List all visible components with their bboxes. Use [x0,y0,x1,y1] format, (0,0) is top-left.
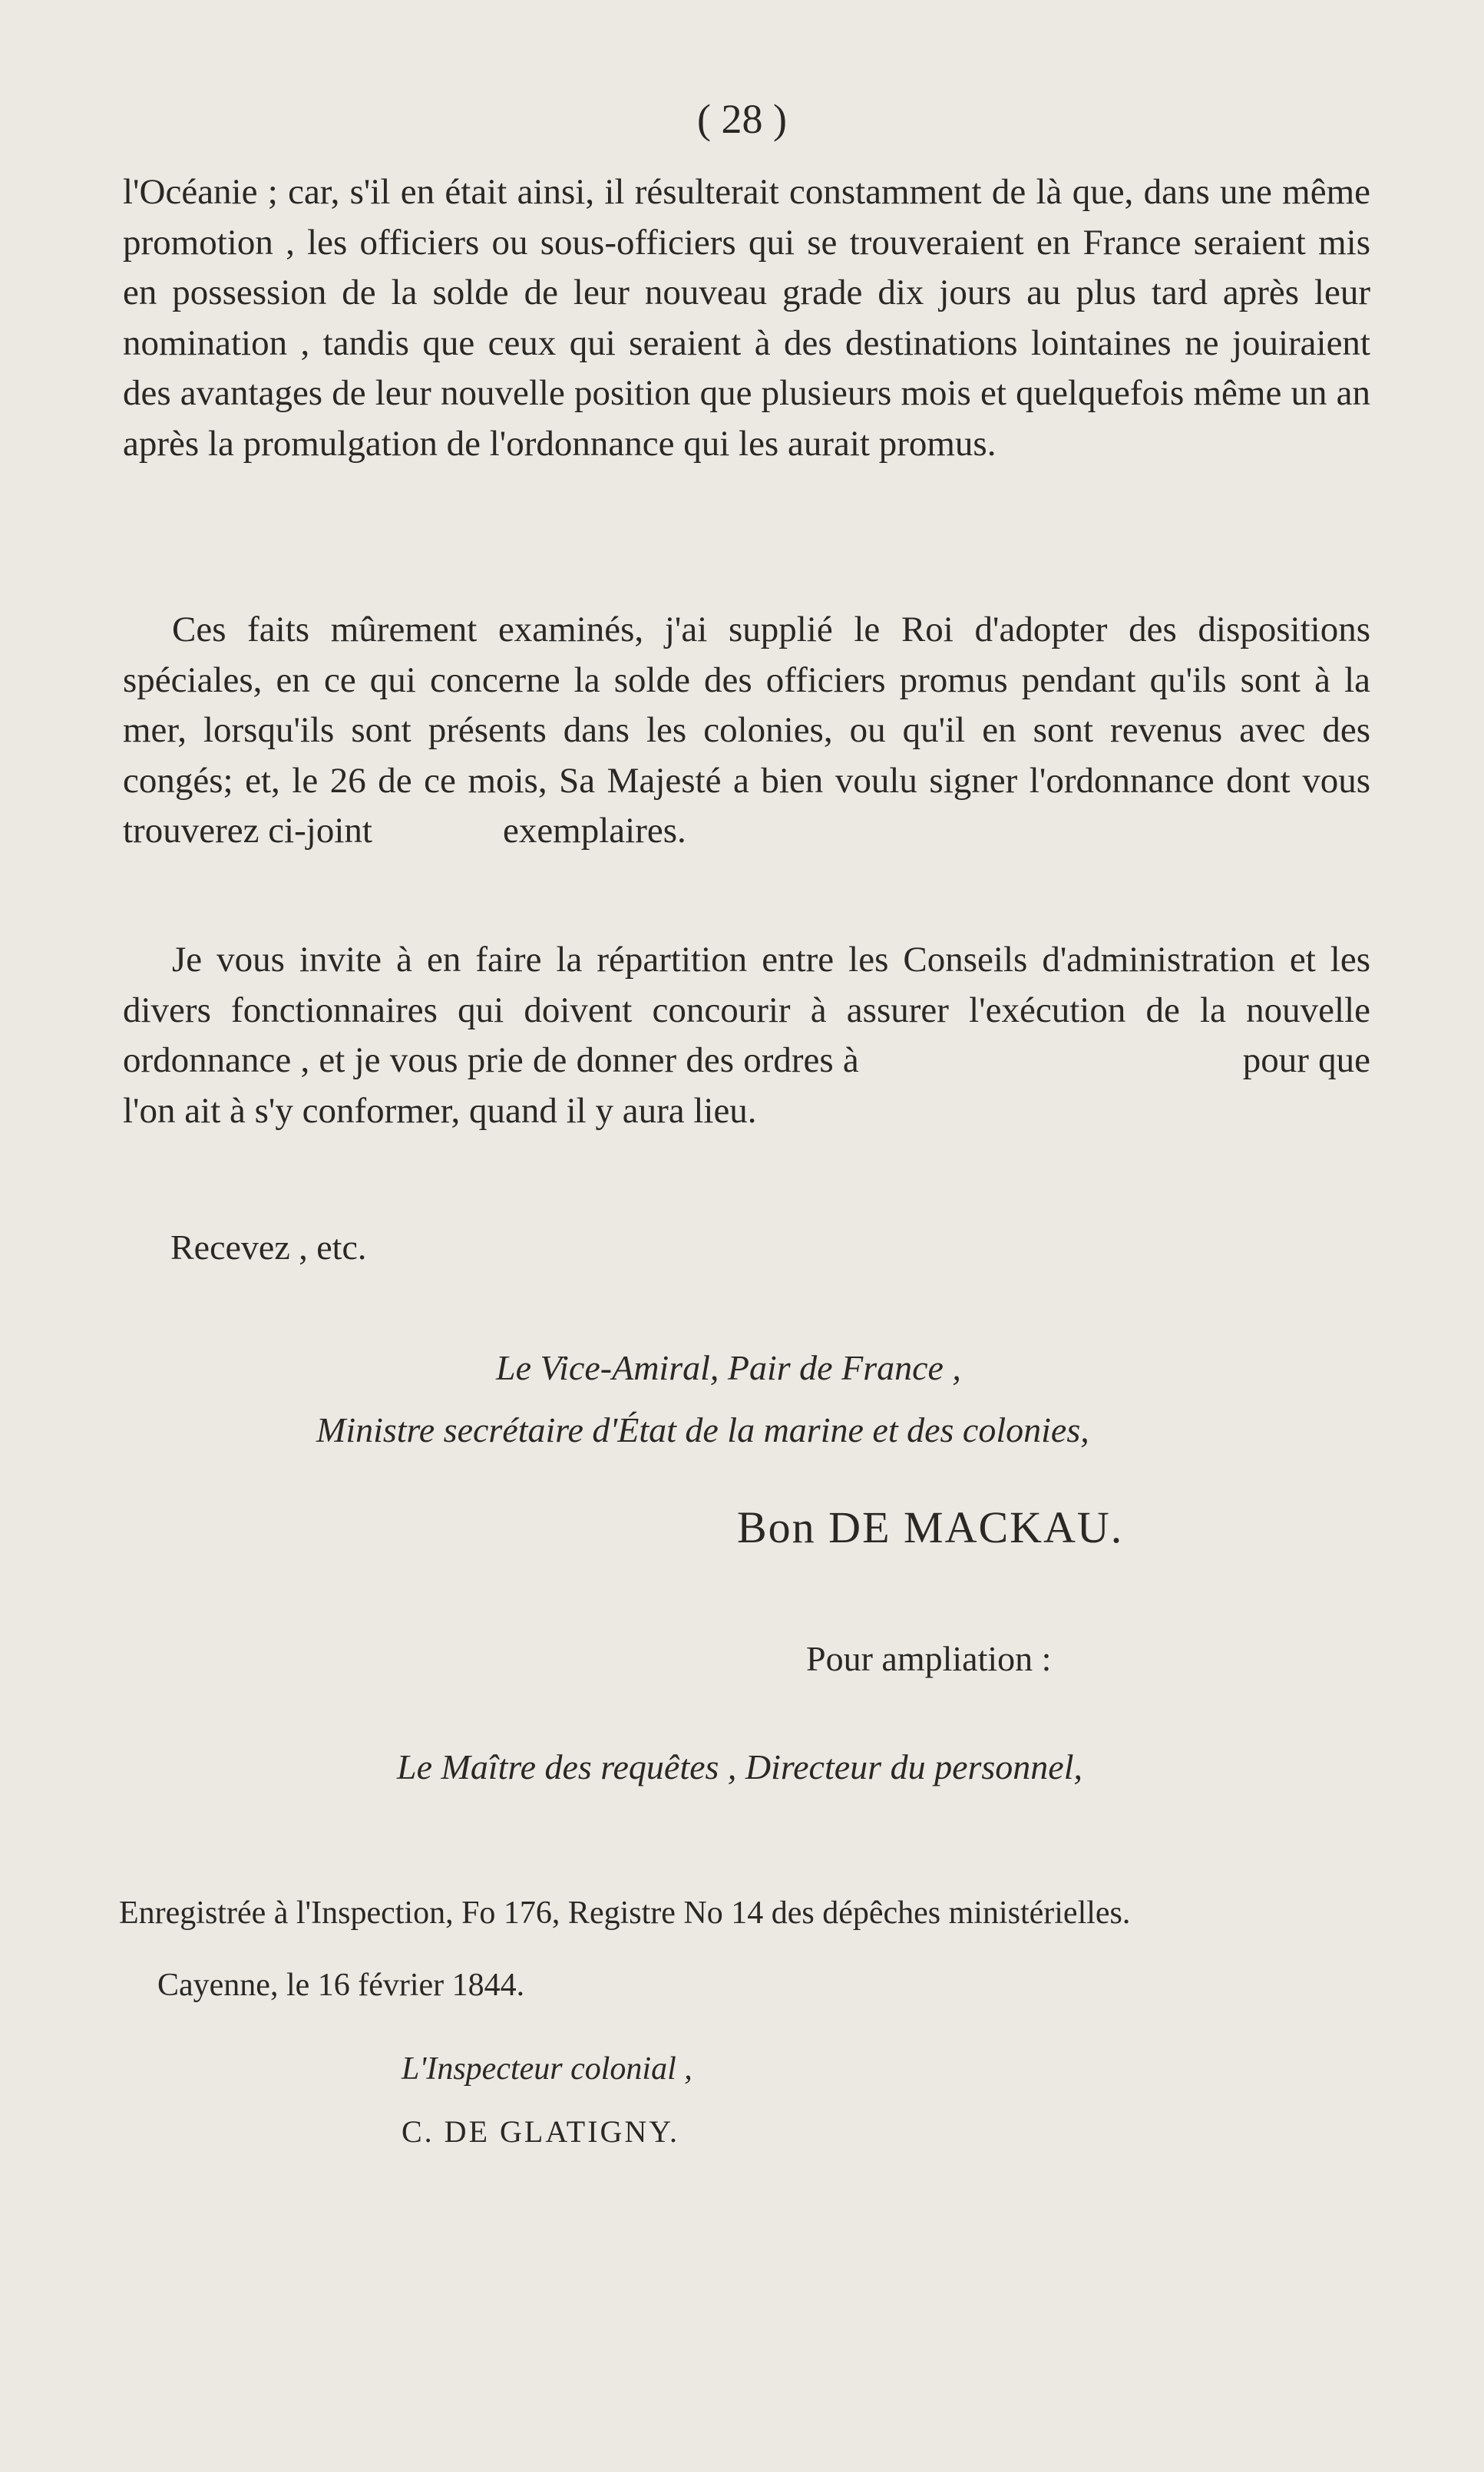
registration-text: Enregistrée à l'Inspection, Fo 176, Registre No 14 des dépêches ministérielles. [119,1895,1131,1931]
paragraph-1: l'Océanie ; car, s'il en était ainsi, il résulterait constamment de là que, dans une même promotion , les officiers ou sous-officiers qui se trouveraient en France seraient mis en possession de la solde de leur nouveau grade dix jours au plus tard après leur nomination , tandis que ceux qui seraient à des destinations lointaines ne jouiraient des avantages de leur nouvelle position que plusieurs mois et quelquefois même un an après la promulgation de l'ordonnance qui les aurait promus. [123,172,1370,464]
paragraph-2-end: exemplaires. [502,811,686,851]
page-number: ( 28 ) [697,96,787,142]
signature-name: Bon DE MACKAU. [737,1502,1124,1552]
paragraph-3 [123,935,1370,1136]
signature-title-line-2: Ministre secrétaire d'État de la marine et des colonies, [316,1410,1089,1449]
paragraph-3-end: pour que l'on ait à s'y conformer, quand il y aura lieu. [123,1040,1371,1131]
inspector-title: L'Inspecteur colonial , [402,2051,692,2087]
signature-title-line-1: Le Vice-Amiral, Pair de France , [496,1348,961,1387]
closing-salutation: Recevez , etc. [170,1228,367,1267]
registration-place-date: Cayenne, le 16 février 1844. [157,1968,525,2003]
paragraph-2-text: Ces faits mûrement examinés, j'ai supplié le Roi d'adopter des dispositions spéciales, en ce qui concerne la solde des officiers promus pendant qu'ils sont à la mer, lorsqu'ils sont présents dans les colonies, ou qu'il en sont revenus avec des congés; et, le 26 de ce mois, Sa Majesté a bien voulu signer l'ordonnance dont vous trouverez ci-joint [123,610,1370,851]
paragraph-3-text: Je vous invite à en faire la répartition entre les Conseils d'administration et les divers fonctionnaires qui doivent concourir à assurer l'exécution de la nouvelle ordonnance , et je vous prie de donner des ordres à [123,940,1370,1080]
ampliation-label: Pour ampliation : [806,1639,1052,1678]
paragraph-2 [123,605,1370,857]
ampliation-signatory: Le Maître des requêtes , Directeur du personnel, [397,1747,1082,1786]
inspector-name: C. DE GLATIGNY. [402,2114,680,2149]
